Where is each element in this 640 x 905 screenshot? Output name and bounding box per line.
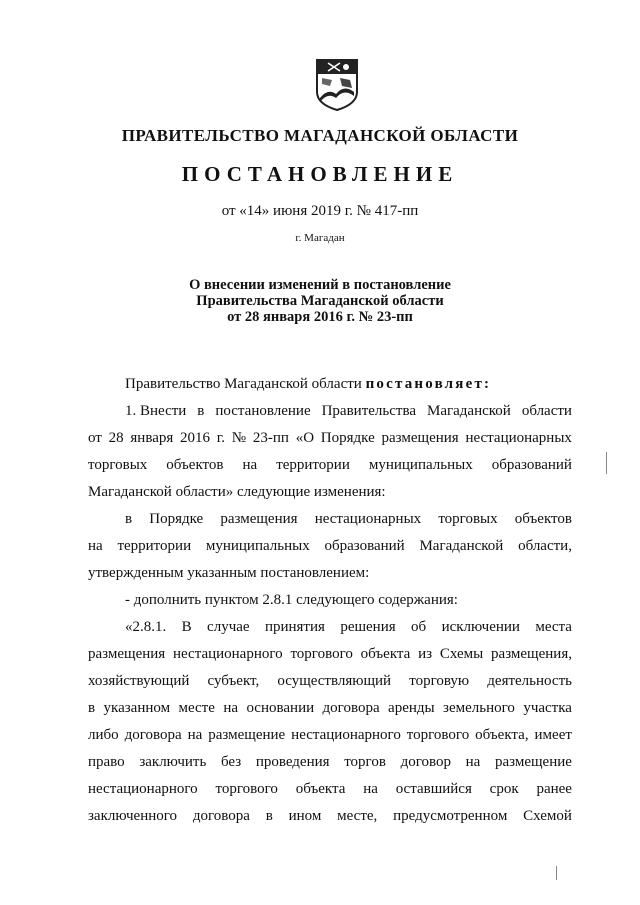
body-word: случае [207,619,250,635]
body-word: месте [178,700,215,716]
body-word: г. [216,430,226,446]
body-word: договора [192,808,250,824]
body-word: муниципальных [205,538,310,554]
body-word: нестационарных [465,430,572,446]
decree-title: ПОСТАНОВЛЕНИЕ [181,162,459,186]
magadan-coat-of-arms-icon [314,58,360,112]
intro-paragraph [88,371,572,398]
body-word: области [521,403,572,419]
body-word: Порядке [149,511,204,527]
body-word: Порядке [320,430,375,446]
body-word: ином [288,808,322,824]
body-word: муниципальных [368,457,473,473]
body-line [88,668,572,695]
body-word: утвержденным указанным постановлением: [88,565,370,581]
body-word: размещение [208,727,286,743]
body-line [88,398,572,425]
body-word: из [418,646,433,662]
body-word: об [411,619,427,635]
body-word: на [223,700,239,716]
body-line [88,506,572,533]
body-word: размещения, [491,646,572,662]
body-word: от [88,430,102,446]
body-word: В [181,619,192,635]
body-word: образований [491,457,572,473]
body-word: либо [88,727,119,743]
body-word: деятельность [487,673,572,689]
body-word: Схемы [439,646,484,662]
body-line [88,614,572,641]
body-line [88,560,572,587]
body-line [88,452,572,479]
body-word: месте, [337,808,378,824]
body-word: размещения [220,511,298,527]
body-word: торгового [406,727,470,743]
body-word: в [197,403,205,419]
body-word: нестационарного [291,727,401,743]
body-line [88,776,572,803]
body-word: размещения [381,430,459,446]
scan-mark [556,866,557,880]
body-word: объекта [360,646,411,662]
body-word: 23-пп [252,430,289,446]
body-word: торговых [438,511,498,527]
decree-date-number: от «14» июня 2019 г. № 417-пп [221,203,419,219]
body-word: на [187,727,203,743]
body-word: 1. Внести [125,403,187,419]
body-word: предусмотренном [393,808,508,824]
subject-line: Правительства Магаданской области [196,293,444,309]
body-word: торгового [290,646,353,662]
body-word: Магаданской [426,403,511,419]
body-word: Магаданской [419,538,504,554]
body-word: Правительства [321,403,416,419]
body-word: «О [295,430,315,446]
body-word: торговых [88,457,148,473]
body-word: торговую [409,673,470,689]
body-word: торгов [344,754,386,770]
intro-prefix: Правительство Магаданской области [125,376,362,392]
body-line [88,641,572,668]
body-word: договор [400,754,451,770]
body-word: на [465,754,481,770]
body-word: указанном [103,700,171,716]
body-word: исключении [441,619,520,635]
body-word: объекта [295,781,346,797]
body-word: хозяйствующий [88,673,190,689]
body-word: в [265,808,273,824]
body-word: - дополнить пунктом 2.8.1 следующего содержания: [125,592,458,608]
body-word: договора [322,700,380,716]
body-word: срок [489,781,519,797]
body-word: субъект, [207,673,260,689]
body-word: без [220,754,242,770]
body-word: земельного [443,700,515,716]
body-line [88,425,572,452]
body-line [88,533,572,560]
body-line [88,722,572,749]
body-word: Магаданской области» следующие изменения: [88,484,386,500]
body-word: право [88,754,125,770]
body-word: в [125,511,133,527]
body-word: территории [117,538,192,554]
body-word: принятия [264,619,325,635]
body-word: размещение [494,754,572,770]
body-word: торгового [215,781,278,797]
body-word: осуществляющий [277,673,392,689]
body-line [88,749,572,776]
body-word: № [231,430,247,446]
government-name: ПРАВИТЕЛЬСТВО МАГАДАНСКОЙ ОБЛАСТИ [121,126,519,145]
body-word: объектов [514,511,572,527]
body-word: образований [324,538,405,554]
body-word: решения [340,619,396,635]
intro-suffix: : [484,376,492,392]
body-line [88,587,572,614]
intro-verb: постановляет [365,376,485,392]
body-word: нестационарных [314,511,422,527]
body-word: на [88,538,103,554]
body-word: размещения [88,646,166,662]
decree-body [88,371,572,830]
body-word: постановление [215,403,311,419]
body-word: имеет [534,727,572,743]
body-word: аренды [388,700,435,716]
body-line [88,695,572,722]
body-line [88,479,572,506]
body-word: территории [276,457,350,473]
body-word: объекта, [475,727,529,743]
scan-mark [606,452,607,474]
body-word: участка [523,700,572,716]
body-word: области, [518,538,572,554]
body-word: проведения [255,754,330,770]
body-word: основании [246,700,315,716]
body-word: нестационарного [172,646,283,662]
subject-line: от 28 января 2016 г. № 23-пп [227,309,413,325]
body-word: объектов [166,457,224,473]
body-word: 2016 [180,430,211,446]
body-word: оставшийся [395,781,472,797]
body-word: Схемой [523,808,572,824]
body-word: места [535,619,572,635]
body-word: заключенного [88,808,178,824]
body-word: 28 [108,430,124,446]
body-word: «2.8.1. [125,619,167,635]
body-word: ранее [536,781,572,797]
decree-subject [0,277,640,325]
subject-line: О внесении изменений в постановление [189,277,451,293]
body-word: января [130,430,174,446]
body-line [88,803,572,830]
decree-city: г. Магадан [295,232,345,244]
body-word: заключить [139,754,207,770]
body-word: нестационарного [88,781,198,797]
body-word: договора [124,727,182,743]
body-word: в [88,700,96,716]
body-word: на [242,457,258,473]
body-word: на [363,781,378,797]
